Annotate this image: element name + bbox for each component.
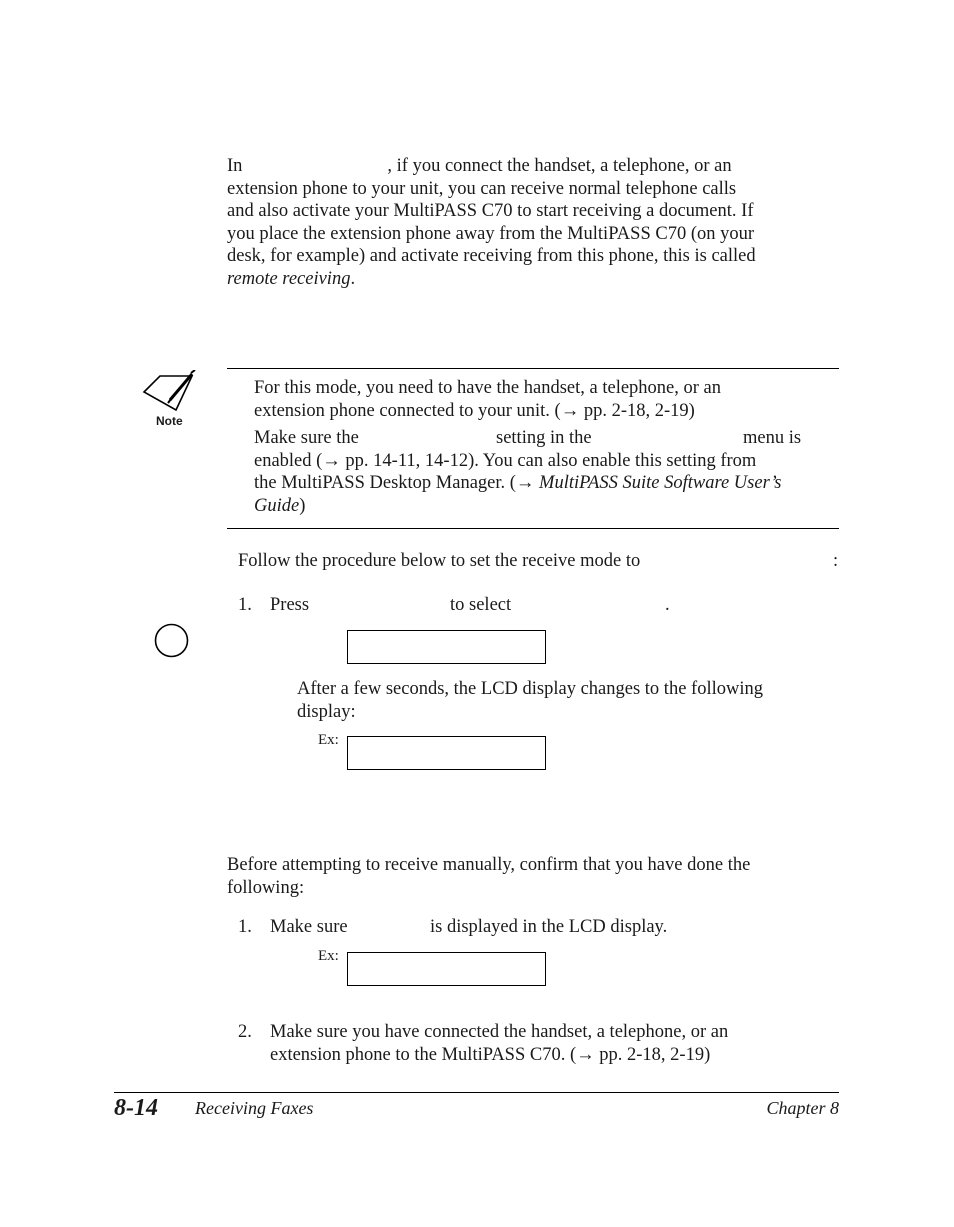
intro-text: desk, for example) and activate receiving from this phone, this is called	[227, 246, 756, 267]
note-pencil-icon	[140, 370, 200, 414]
step-number: 1.	[238, 595, 252, 615]
step-text: .	[665, 595, 670, 615]
intro-emphasis: remote receiving	[227, 269, 351, 289]
ex-label: Ex:	[318, 732, 339, 748]
note-bottom-rule	[227, 528, 839, 529]
note-text: setting in the	[496, 428, 592, 448]
intro-text: you place the extension phone away from the MultiPASS C70 (on your	[227, 223, 755, 244]
footer-rule	[114, 1092, 839, 1093]
note-emphasis: MultiPASS Suite Software User’s	[539, 473, 782, 494]
procedure-intro	[238, 550, 839, 573]
manual-text: Before attempting to receive manually, confirm that you have done the	[227, 855, 751, 875]
lcd-display	[347, 736, 546, 770]
step-text: Make sure you have connected the handset, a telephone, or an	[270, 1022, 729, 1042]
step-text: to select	[450, 595, 512, 615]
note-text: menu is	[743, 428, 802, 448]
step-text: Make sure	[270, 917, 348, 937]
note-top-rule	[227, 368, 839, 369]
step-text: extension phone to the MultiPASS C70. (→ pp. 2-18, 2-19)	[270, 1044, 711, 1065]
procedure-text: :	[833, 551, 839, 571]
lcd-display	[347, 952, 546, 986]
ex-label: Ex:	[318, 948, 339, 964]
note-text: enabled (→ pp. 14-11, 14-12). You can also enable this setting from	[254, 450, 757, 471]
step-text: Press	[270, 595, 310, 615]
step-number: 2.	[238, 1022, 252, 1042]
note-label: Note	[156, 414, 183, 428]
intro-text: and also activate your MultiPASS C70 to start receiving a document. If	[227, 201, 754, 222]
note-text: Make sure the	[254, 428, 359, 448]
intro-text: extension phone to your unit, you can receive normal telephone calls	[227, 178, 737, 199]
procedure-text: After a few seconds, the LCD display changes to the following	[297, 679, 763, 699]
intro-text: , if you connect the handset, a telephone, or an	[387, 156, 732, 176]
note-emphasis: Guide	[254, 495, 300, 516]
intro-text: In	[227, 156, 243, 176]
footer-section: Receiving Faxes	[195, 1098, 314, 1118]
circle-icon	[154, 623, 189, 658]
page-number: 8-14	[114, 1095, 158, 1121]
manual-text: following:	[227, 877, 305, 898]
note-text: )	[299, 495, 306, 516]
procedure-text: Follow the procedure below to set the receive mode to	[238, 551, 641, 571]
note-text: extension phone connected to your unit. (→ pp. 2-18, 2-19)	[254, 400, 695, 421]
procedure-text: display:	[297, 701, 356, 722]
step-number: 1.	[238, 917, 252, 937]
step-text: is displayed in the LCD display.	[430, 917, 668, 937]
note-text: the MultiPASS Desktop Manager. (→	[254, 473, 540, 494]
lcd-display	[347, 630, 546, 664]
footer-chapter: Chapter 8	[766, 1098, 839, 1118]
note-text: For this mode, you need to have the handset, a telephone, or an	[254, 378, 721, 398]
intro-text: .	[350, 269, 356, 289]
